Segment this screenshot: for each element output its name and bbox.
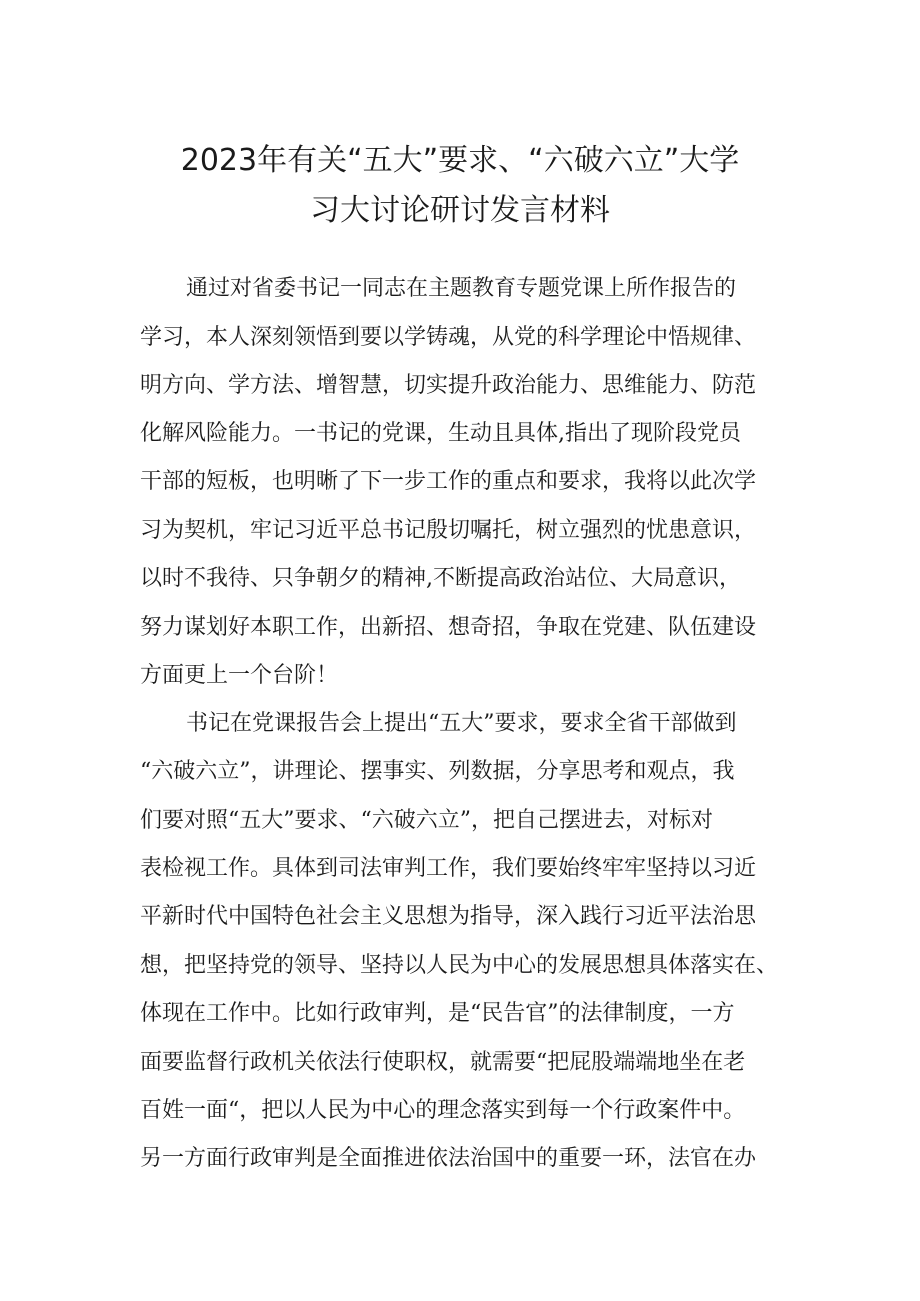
paragraph-2-line-5: 平新时代中国特色社会主义思想为指导，深入践行习近平法治思	[140, 904, 757, 929]
paragraph-1-line-1: 通过对省委书记一同志在主题教育专题党课上所作报告的	[186, 276, 737, 301]
paragraph-2-line-4: 表检视工作。具体到司法审判工作，我们要始终牢牢坚持以习近	[140, 856, 757, 881]
paragraph-1-line-4: 化解风险能力。一书记的党课，生动且具体,指出了现阶段党员	[140, 421, 741, 446]
paragraph-1-line-5: 干部的短板，也明晰了下一步工作的重点和要求，我将以此次学	[140, 469, 757, 494]
paragraph-2-line-1: 书记在党课报告会上提出“五大”要求，要求全省干部做到	[186, 711, 737, 736]
paragraph-2-line-8: 面要监督行政机关依法行使职权，就需要“把屁股端端地坐在老	[140, 1050, 746, 1075]
paragraph-1-line-7: 以时不我待、只争朝夕的精神,不断提高政治站位、大局意识，	[140, 566, 741, 591]
paragraph-1-line-6: 习为契机，牢记习近平总书记殷切嘱托，树立强烈的忧患意识，	[140, 518, 757, 543]
paragraph-2-line-7: 体现在工作中。比如行政审判，是“民告官”的法律制度，一方	[140, 1001, 735, 1026]
paragraph-2-line-2: “六破六立”，讲理论、摆事实、列数据，分享思考和观点，我	[140, 759, 735, 784]
paragraph-2-line-10: 另一方面行政审判是全面推进依法治国中的重要一环，法官在办	[140, 1146, 757, 1171]
paragraph-2-line-9: 百姓一面“，把以人民为中心的理念落实到每一个行政案件中。	[140, 1098, 746, 1123]
paragraph-2-line-3: 们要对照“五大”要求、“六破六立”，把自己摆进去，对标对	[140, 808, 713, 833]
paragraph-1-line-8: 努力谋划好本职工作，出新招、想奇招，争取在党建、队伍建设	[140, 615, 757, 640]
paragraph-1-line-9: 方面更上一个台阶！	[140, 663, 339, 688]
document-title-line-1: 2023年有关“五大”要求、“六破六立”大学	[180, 143, 740, 178]
paragraph-1-line-2: 学习，本人深刻领悟到要以学铸魂，从党的科学理论中悟规律、	[140, 325, 757, 350]
paragraph-1-line-3: 明方向、学方法、增智慧，切实提升政治能力、思维能力、防范	[140, 373, 757, 398]
document-title-line-2: 习大讨论研讨发言材料	[310, 193, 610, 228]
paragraph-2-line-6: 想，把坚持党的领导、坚持以人民为中心的发展思想具体落实在、	[140, 953, 779, 978]
